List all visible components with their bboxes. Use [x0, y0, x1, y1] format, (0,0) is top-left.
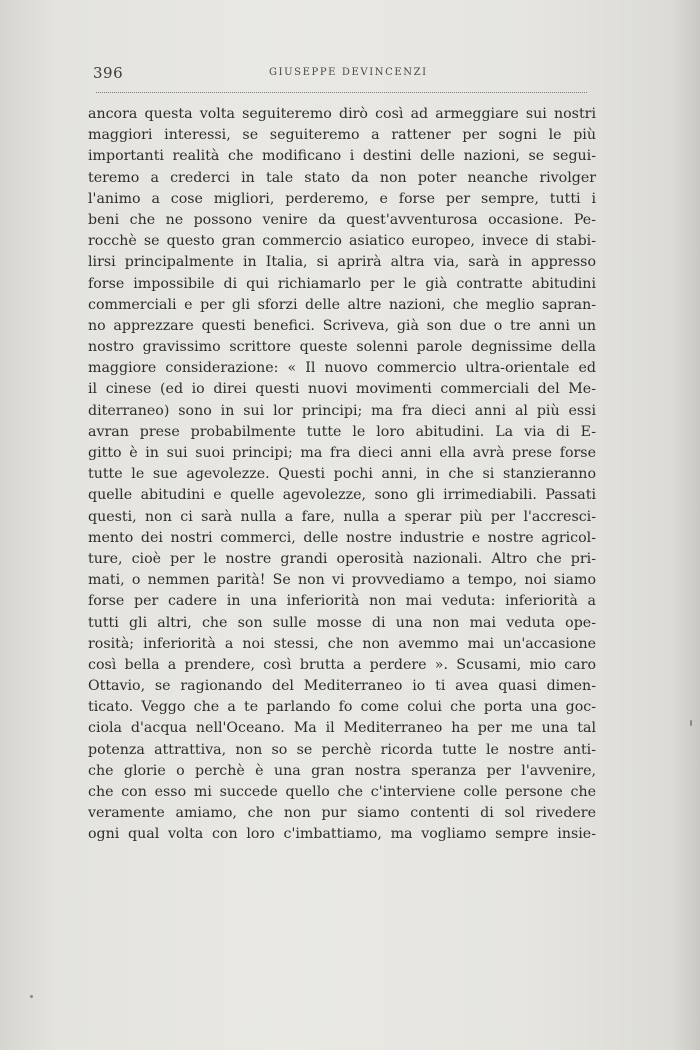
paper-speck [30, 995, 33, 998]
text-line: così bella a prendere, così brutta a perdere ». Scusami, mio caro [88, 656, 596, 673]
text-line: che glorie o perchè è una gran nostra speranza per l'avvenire, [88, 762, 596, 779]
text-line: rocchè se questo gran commercio asiatico europeo, invece di stabi- [88, 233, 596, 250]
text-line: maggiore considerazione: « Il nuovo commercio ultra-orientale ed [88, 360, 596, 377]
text-line: il cinese (ed io direi questi nuovi movimenti commerciali del Me- [88, 381, 596, 398]
text-line: lirsi principalmente in Italia, si aprirà altra via, sarà in appresso [88, 254, 596, 271]
text-line: ogni qual volta con loro c'imbattiamo, ma vogliamo sempre insie- [88, 826, 596, 843]
text-line: maggiori interessi, se seguiteremo a rattener per sogni le più [88, 127, 596, 144]
text-line: teremo a crederci in tale stato da non poter neanche rivolger [88, 169, 596, 186]
text-line: gitto è in sui suoi principi; ma fra dieci anni ella avrà prese forse [88, 445, 596, 461]
text-line: tutte le sue agevolezze. Questi pochi anni, in che si stanzieranno [88, 466, 596, 483]
text-line: rosità; inferiorità a noi stessi, che non avemmo mai un'accasione [88, 635, 596, 652]
text-line: potenza attrattiva, non so se perchè ricorda tutte le nostre anti- [88, 741, 596, 758]
text-line: diterraneo) sono in sui lor principi; ma fra dieci anni al più essi [88, 402, 596, 419]
text-line: Ottavio, se ragionando del Mediterraneo io ti avea quasi dimen- [88, 678, 596, 695]
text-line: tutti gli altri, che son sulle mosse di una non mai veduta ope- [88, 614, 596, 631]
text-line: importanti realità che modificano i destini delle nazioni, se segui- [88, 148, 596, 165]
text-line: avran prese probabilmente tutte le loro abitudini. La via di E- [88, 423, 596, 440]
text-line: beni che ne possono venire da quest'avventurosa occasione. Pe- [88, 211, 596, 228]
text-line: forse impossibile di qui richiamarlo per le già contratte abitudini [88, 275, 596, 292]
text-line: questi, non ci sarà nulla a fare, nulla a sperar più per l'accresci- [88, 508, 596, 525]
text-line: mati, o nemmen parità! Se non vi provvediamo a tempo, noi siamo [88, 572, 596, 589]
header-rule [96, 92, 587, 93]
text-line: ticato. Veggo che a te parlando fo come colui che porta una goc- [88, 699, 596, 716]
text-line: forse per cadere in una inferiorità non mai veduta: inferiorità a [88, 593, 596, 610]
text-line: ture, cioè per le nostre grandi operosità nazionali. Altro che pri- [88, 550, 596, 567]
body-text [88, 104, 596, 846]
page-number: 396 [93, 64, 124, 82]
text-line: commerciali e per gli sforzi delle altre nazioni, che meglio sapran- [88, 296, 596, 313]
text-line: che con esso mi succede quello che c'interviene colle persone che [88, 784, 596, 800]
running-head-author: GIUSEPPE DEVINCENZI [269, 67, 428, 78]
text-line: l'animo a cose migliori, perderemo, e forse per sempre, tutti i [88, 190, 596, 207]
text-line: quelle abitudini e quelle agevolezze, sono gli irrimediabili. Passati [88, 487, 596, 504]
text-line: no apprezzare questi benefici. Scriveva, già son due o tre anni un [88, 317, 596, 334]
text-line: veramente amiamo, che non pur siamo contenti di sol rivedere [88, 805, 596, 822]
page-header [93, 64, 587, 90]
text-line: mento dei nostri commerci, delle nostre industrie e nostre agricol- [88, 529, 596, 546]
text-line: nostro gravissimo scrittore queste solenni parole degnissime della [88, 339, 596, 356]
text-line: ancora questa volta seguiteremo dirò così ad armeggiare sui nostri [88, 106, 596, 122]
text-line: ciola d'acqua nell'Oceano. Ma il Mediterraneo ha per me una tal [88, 720, 596, 737]
paper-speck [690, 720, 692, 726]
